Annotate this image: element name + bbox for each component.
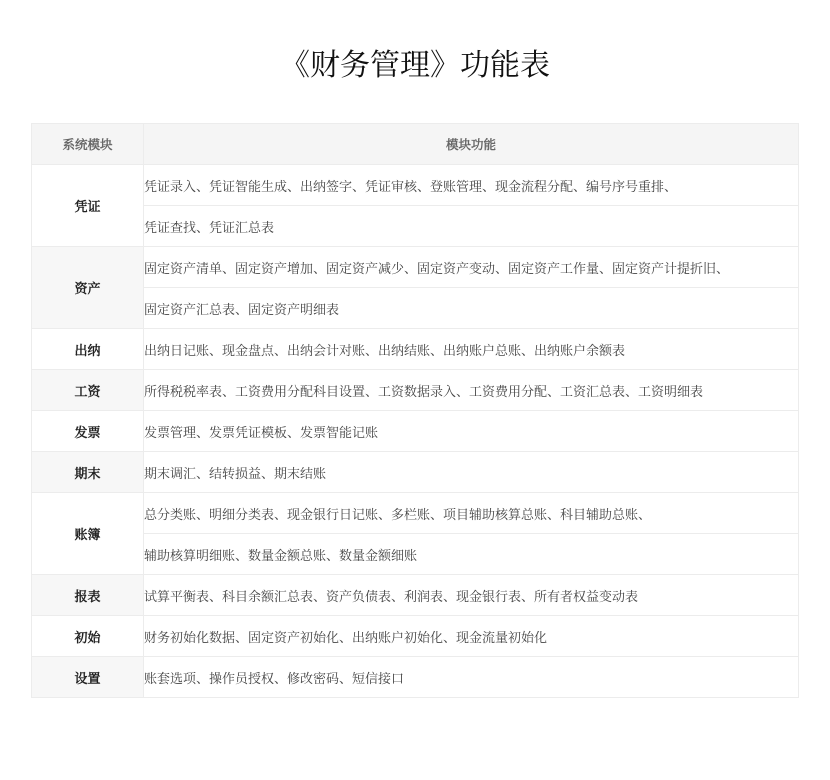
module-name-cell: 初始 — [32, 616, 144, 657]
module-function-cell: 总分类账、明细分类表、现金银行日记账、多栏账、项目辅助核算总账、科目辅助总账、 — [144, 493, 799, 534]
table-body — [32, 165, 799, 698]
table-row — [32, 534, 799, 575]
table-row — [32, 288, 799, 329]
module-function-cell: 出纳日记账、现金盘点、出纳会计对账、出纳结账、出纳账户总账、出纳账户余额表 — [144, 329, 799, 370]
module-function-cell: 固定资产清单、固定资产增加、固定资产减少、固定资产变动、固定资产工作量、固定资产计提折旧、 — [144, 247, 799, 288]
table-row — [32, 206, 799, 247]
table-row — [32, 452, 799, 493]
module-function-cell: 所得税税率表、工资费用分配科目设置、工资数据录入、工资费用分配、工资汇总表、工资明细表 — [144, 370, 799, 411]
module-name-cell: 出纳 — [32, 329, 144, 370]
module-function-cell: 发票管理、发票凭证模板、发票智能记账 — [144, 411, 799, 452]
table-row — [32, 411, 799, 452]
module-function-cell: 期末调汇、结转损益、期末结账 — [144, 452, 799, 493]
module-function-cell: 辅助核算明细账、数量金额总账、数量金额细账 — [144, 534, 799, 575]
module-function-cell: 固定资产汇总表、固定资产明细表 — [144, 288, 799, 329]
module-function-cell: 财务初始化数据、固定资产初始化、出纳账户初始化、现金流量初始化 — [144, 616, 799, 657]
table-row — [32, 493, 799, 534]
table-row — [32, 575, 799, 616]
module-name-cell: 账簿 — [32, 493, 144, 575]
module-name-cell: 凭证 — [32, 165, 144, 247]
module-name-cell: 设置 — [32, 657, 144, 698]
table-row — [32, 657, 799, 698]
function-table — [31, 123, 799, 698]
module-function-cell: 试算平衡表、科目余额汇总表、资产负债表、利润表、现金银行表、所有者权益变动表 — [144, 575, 799, 616]
module-name-cell: 期末 — [32, 452, 144, 493]
table-row — [32, 616, 799, 657]
header-module: 系统模块 — [32, 124, 144, 165]
table-row — [32, 247, 799, 288]
module-name-cell: 发票 — [32, 411, 144, 452]
table-header-row — [32, 124, 799, 165]
table-row — [32, 329, 799, 370]
page-title: 《财务管理》功能表 — [280, 48, 550, 83]
module-name-cell: 工资 — [32, 370, 144, 411]
header-function: 模块功能 — [144, 124, 799, 165]
module-function-cell: 凭证录入、凭证智能生成、出纳签字、凭证审核、登账管理、现金流程分配、编号序号重排、 — [144, 165, 799, 206]
module-name-cell: 资产 — [32, 247, 144, 329]
table-row — [32, 165, 799, 206]
module-function-cell: 凭证查找、凭证汇总表 — [144, 206, 799, 247]
module-function-cell: 账套选项、操作员授权、修改密码、短信接口 — [144, 657, 799, 698]
module-name-cell: 报表 — [32, 575, 144, 616]
table-row — [32, 370, 799, 411]
